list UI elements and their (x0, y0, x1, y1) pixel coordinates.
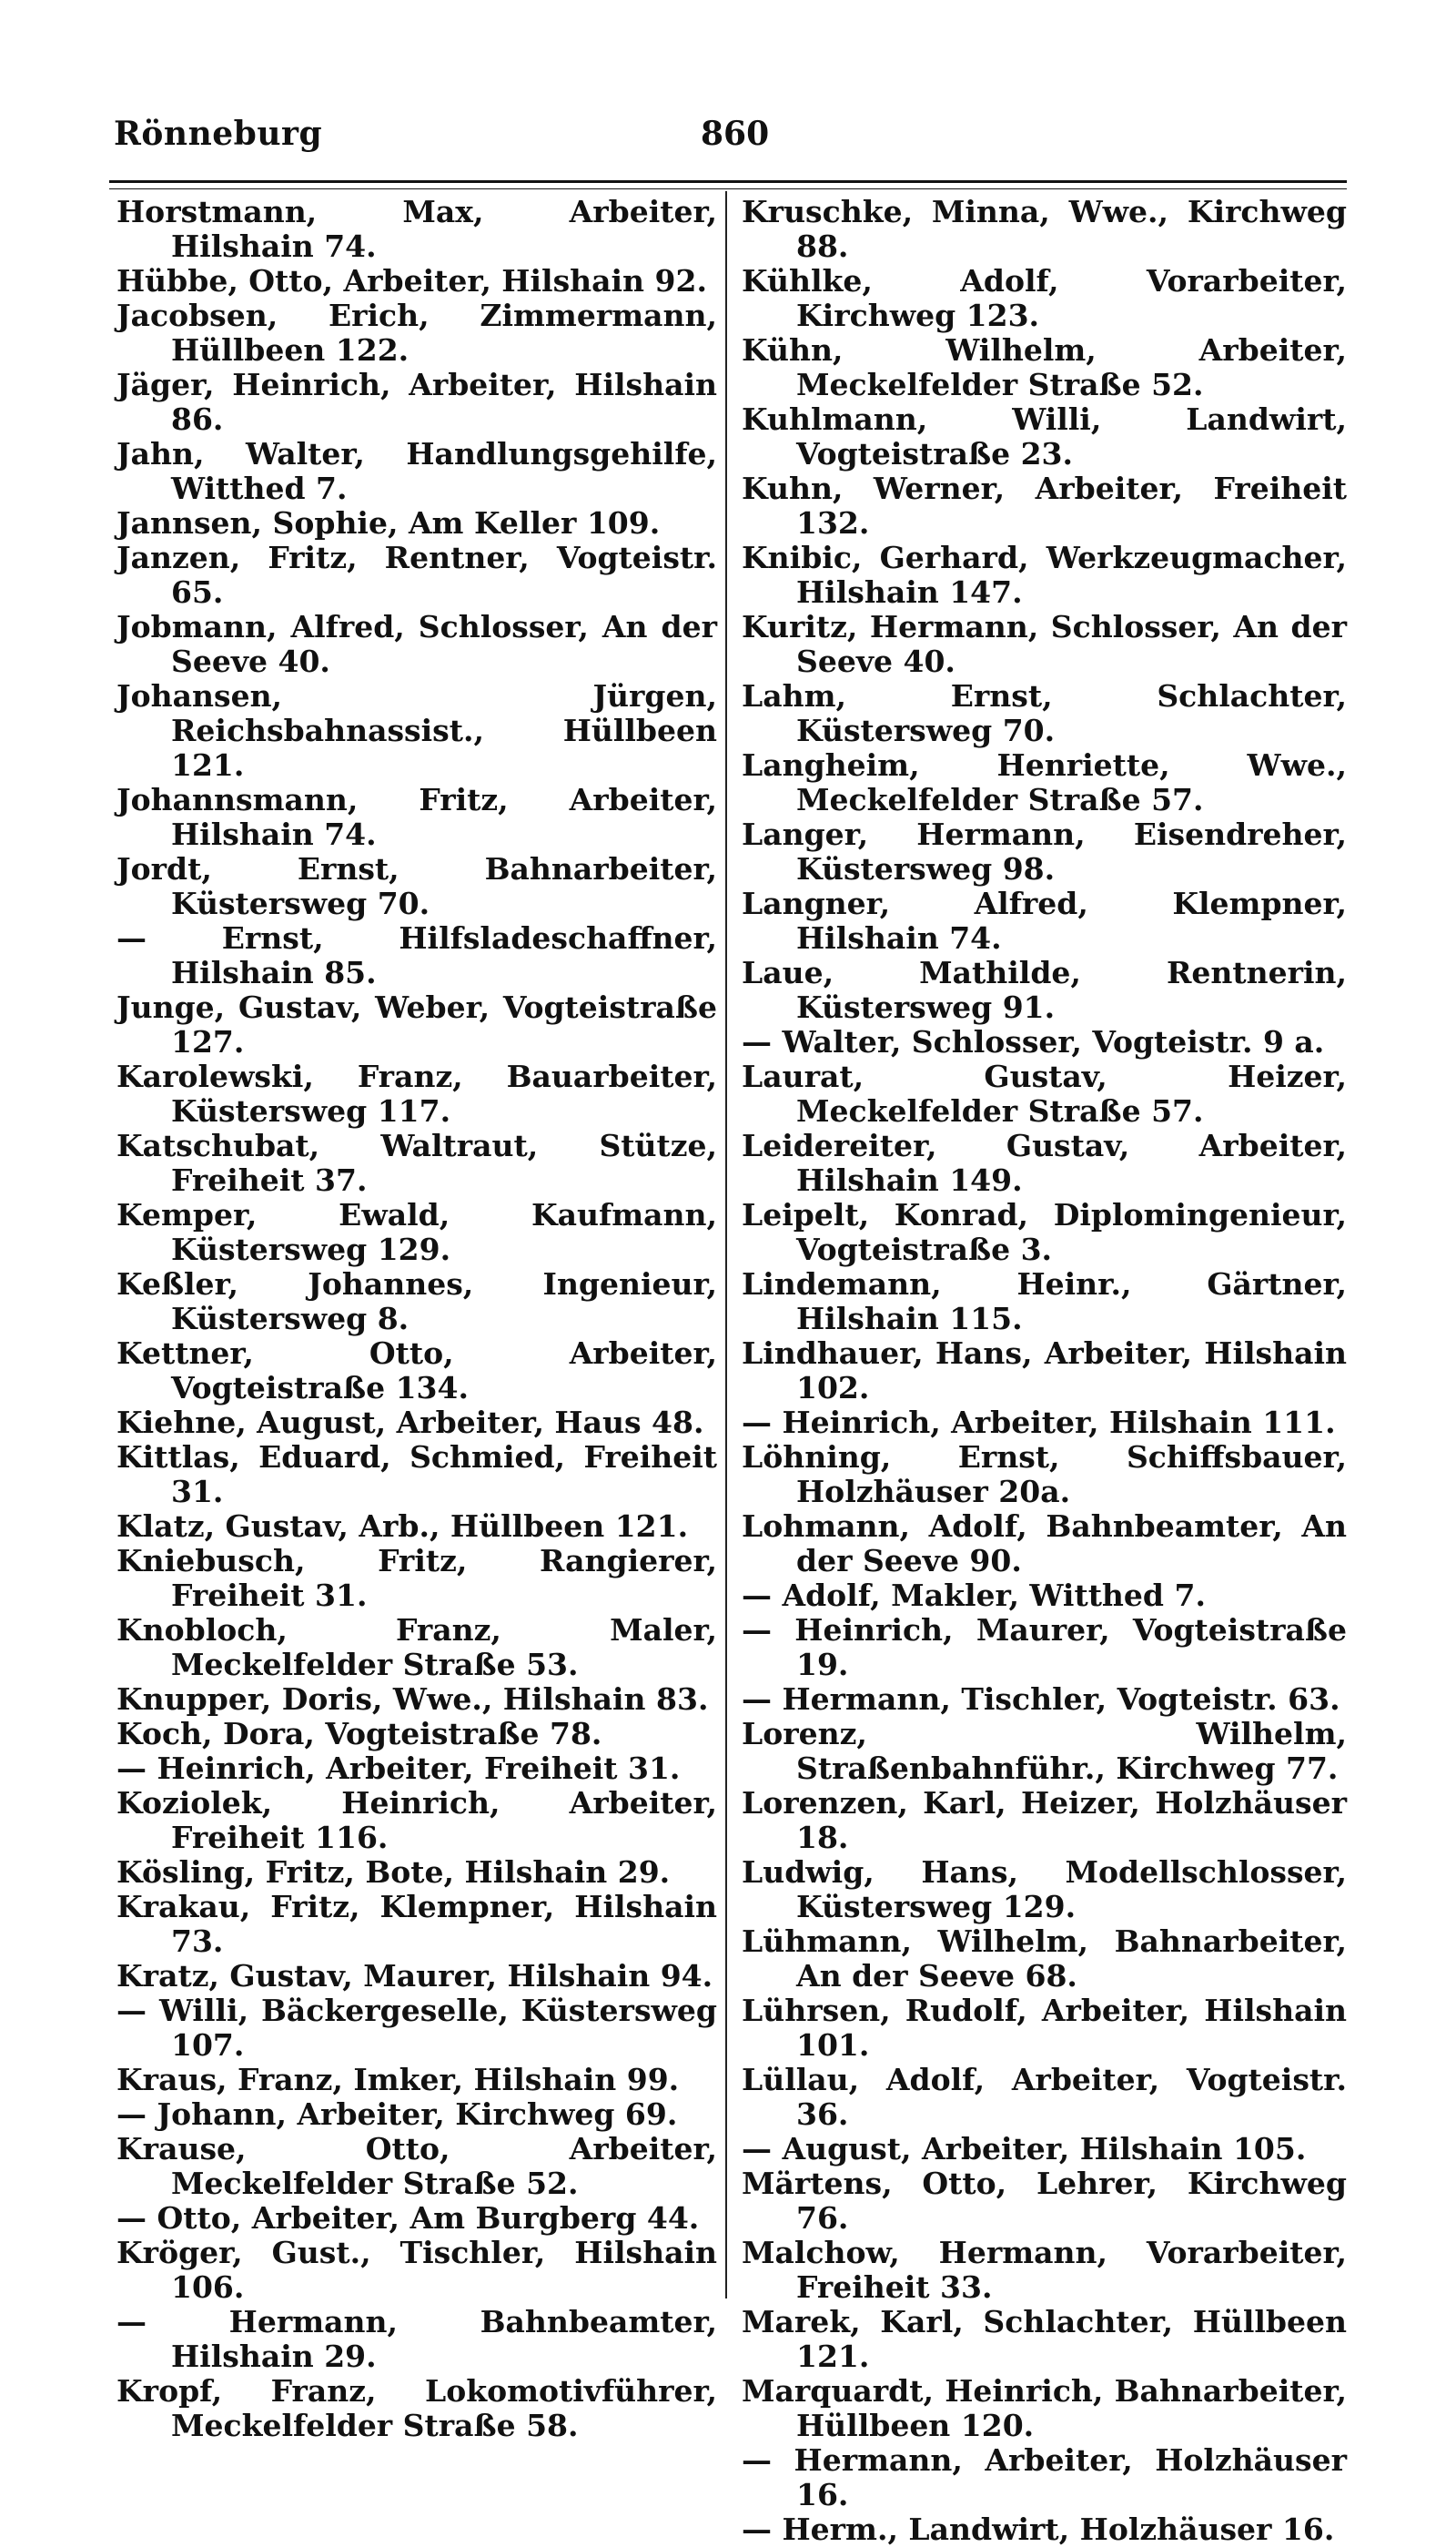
directory-entry: Lühmann, Wilhelm, Bahnarbeiter, An der Seeve 68. (742, 1923, 1347, 1994)
directory-entry: Laue, Mathilde, Rentnerin, Küstersweg 91. (742, 955, 1347, 1025)
directory-entry: Leipelt, Konrad, Diplomingenieur, Vogteistraße 3. (742, 1197, 1347, 1267)
directory-entry: Leidereiter, Gustav, Arbeiter, Hilshain 149. (742, 1128, 1347, 1198)
directory-entry: Lohmann, Adolf, Bahnbeamter, An der Seeve 90. (742, 1508, 1347, 1578)
directory-entry: Koch, Dora, Vogteistraße 78. (116, 1716, 602, 1751)
running-title: Rönneburg (114, 115, 323, 153)
directory-entry: Löhning, Ernst, Schiffsbauer, Holzhäuser 20a. (742, 1439, 1347, 1509)
directory-entry: Lindemann, Heinr., Gärtner, Hilshain 115. (742, 1266, 1347, 1336)
directory-entry: Karolewski, Franz, Bauarbeiter, Küstersweg 117. (116, 1059, 717, 1129)
directory-entry: Kniebusch, Fritz, Rangierer, Freiheit 31. (116, 1543, 717, 1613)
directory-entry: Kuhlmann, Willi, Landwirt, Vogteistraße 23. (742, 401, 1347, 472)
directory-entry: Knupper, Doris, Wwe., Hilshain 83. (116, 1681, 709, 1717)
directory-entry: Jannsen, Sophie, Am Keller 109. (116, 505, 661, 541)
directory-entry: Lüllau, Adolf, Arbeiter, Vogteistr. 36. (742, 2062, 1347, 2132)
directory-entry: — Heinrich, Arbeiter, Freiheit 31. (116, 1750, 681, 1786)
directory-entry: Langner, Alfred, Klempner, Hilshain 74. (742, 886, 1347, 956)
directory-entry: Lindhauer, Hans, Arbeiter, Hilshain 102. (742, 1335, 1347, 1405)
directory-entry: Jäger, Heinrich, Arbeiter, Hilshain 86. (116, 367, 717, 437)
directory-entry: Lorenzen, Karl, Heizer, Holzhäuser 18. (742, 1785, 1347, 1855)
directory-entry: Lührsen, Rudolf, Arbeiter, Hilshain 101. (742, 1993, 1347, 2063)
directory-entry: Jahn, Walter, Handlungsgehilfe, Witthed 7. (116, 436, 717, 506)
page-number: 860 (701, 115, 770, 153)
directory-entry: Keßler, Johannes, Ingenieur, Küstersweg 8. (116, 1266, 717, 1336)
directory-entry: Laurat, Gustav, Heizer, Meckelfelder Straße 57. (742, 1059, 1347, 1129)
directory-entry: Hübbe, Otto, Arbeiter, Hilshain 92. (116, 263, 707, 299)
directory-entry: — Hermann, Tischler, Vogteistr. 63. (742, 1681, 1340, 1717)
directory-entry: Krause, Otto, Arbeiter, Meckelfelder Straße 52. (116, 2131, 717, 2201)
directory-entry: Katschubat, Waltraut, Stütze, Freiheit 37. (116, 1128, 717, 1198)
directory-entry: Kemper, Ewald, Kaufmann, Küstersweg 129. (116, 1197, 717, 1267)
directory-entry: — Herm., Landwirt, Holzhäuser 16. (742, 2511, 1335, 2547)
directory-entry: Ludwig, Hans, Modellschlosser, Küstersweg 129. (742, 1854, 1347, 1924)
directory-entry: Marek, Karl, Schlachter, Hüllbeen 121. (742, 2304, 1347, 2374)
directory-entry: Marquardt, Heinrich, Bahnarbeiter, Hüllbeen 120. (742, 2373, 1347, 2443)
directory-entry: Johansen, Jürgen, Reichsbahnassist., Hüllbeen 121. (116, 678, 717, 783)
directory-entry: Kröger, Gust., Tischler, Hilshain 106. (116, 2235, 717, 2305)
directory-entry: — Hermann, Bahnbeamter, Hilshain 29. (116, 2304, 717, 2374)
directory-entry: Jacobsen, Erich, Zimmermann, Hüllbeen 122. (116, 298, 717, 368)
directory-entry: — August, Arbeiter, Hilshain 105. (742, 2131, 1307, 2166)
right-column (742, 195, 1347, 2547)
left-column (116, 195, 717, 2443)
directory-entry: Malchow, Hermann, Vorarbeiter, Freiheit 33. (742, 2235, 1347, 2305)
directory-entry: — Heinrich, Maurer, Vogteistraße 19. (742, 1612, 1347, 1682)
directory-entry: Lahm, Ernst, Schlachter, Küstersweg 70. (742, 678, 1347, 748)
directory-entry: — Johann, Arbeiter, Kirchweg 69. (116, 2096, 678, 2132)
directory-entry: Kropf, Franz, Lokomotivführer, Meckelfelder Straße 58. (116, 2373, 717, 2443)
directory-entry: Jobmann, Alfred, Schlosser, An der Seeve 40. (116, 609, 717, 679)
directory-entry: Langer, Hermann, Eisendreher, Küstersweg 98. (742, 817, 1347, 887)
directory-entry: Kühlke, Adolf, Vorarbeiter, Kirchweg 123. (742, 263, 1347, 333)
directory-entry: Klatz, Gustav, Arb., Hüllbeen 121. (116, 1508, 689, 1544)
directory-entry: Kiehne, August, Arbeiter, Haus 48. (116, 1405, 704, 1440)
directory-entry: Kösling, Fritz, Bote, Hilshain 29. (116, 1854, 671, 1890)
directory-entry: — Willi, Bäckergeselle, Küstersweg 107. (116, 1993, 717, 2063)
directory-entry: Kraus, Franz, Imker, Hilshain 99. (116, 2062, 680, 2097)
directory-entry: Koziolek, Heinrich, Arbeiter, Freiheit 116. (116, 1785, 717, 1855)
directory-entry: — Otto, Arbeiter, Am Burgberg 44. (116, 2200, 700, 2236)
directory-entry: Jordt, Ernst, Bahnarbeiter, Küstersweg 70. (116, 851, 717, 921)
directory-entry: Kruschke, Minna, Wwe., Kirchweg 88. (742, 194, 1347, 264)
directory-entry: Kittlas, Eduard, Schmied, Freiheit 31. (116, 1439, 717, 1509)
column-divider (725, 191, 727, 2298)
directory-entry: — Adolf, Makler, Witthed 7. (742, 1578, 1206, 1613)
directory-entry: — Ernst, Hilfsladeschaffner, Hilshain 85. (116, 920, 717, 990)
directory-entry: Märtens, Otto, Lehrer, Kirchweg 76. (742, 2166, 1347, 2236)
header-rule (109, 180, 1347, 183)
directory-entry: Kuhn, Werner, Arbeiter, Freiheit 132. (742, 471, 1347, 541)
directory-entry: Lorenz, Wilhelm, Straßenbahnführ., Kirchweg 77. (742, 1716, 1347, 1786)
directory-entry: — Walter, Schlosser, Vogteistr. 9 a. (742, 1024, 1325, 1060)
directory-entry: — Heinrich, Arbeiter, Hilshain 111. (742, 1405, 1336, 1440)
directory-entry: Janzen, Fritz, Rentner, Vogteistr. 65. (116, 540, 717, 610)
directory-entry: Knobloch, Franz, Maler, Meckelfelder Straße 53. (116, 1612, 717, 1682)
directory-entry: Langheim, Henriette, Wwe., Meckelfelder Straße 57. (742, 747, 1347, 817)
directory-entry: Kratz, Gustav, Maurer, Hilshain 94. (116, 1958, 713, 1994)
directory-entry: Kuritz, Hermann, Schlosser, An der Seeve 40. (742, 609, 1347, 679)
header-rule-thin (109, 188, 1347, 189)
directory-entry: Johannsmann, Fritz, Arbeiter, Hilshain 74. (116, 782, 717, 852)
directory-entry: Kettner, Otto, Arbeiter, Vogteistraße 134. (116, 1335, 717, 1405)
directory-entry: Junge, Gustav, Weber, Vogteistraße 127. (116, 989, 717, 1060)
directory-entry: Knibic, Gerhard, Werkzeugmacher, Hilshain 147. (742, 540, 1347, 610)
directory-entry: Krakau, Fritz, Klempner, Hilshain 73. (116, 1889, 717, 1959)
directory-entry: — Hermann, Arbeiter, Holzhäuser 16. (742, 2442, 1347, 2512)
directory-entry: Horstmann, Max, Arbeiter, Hilshain 74. (116, 194, 717, 264)
directory-entry: Kühn, Wilhelm, Arbeiter, Meckelfelder Straße 52. (742, 332, 1347, 402)
